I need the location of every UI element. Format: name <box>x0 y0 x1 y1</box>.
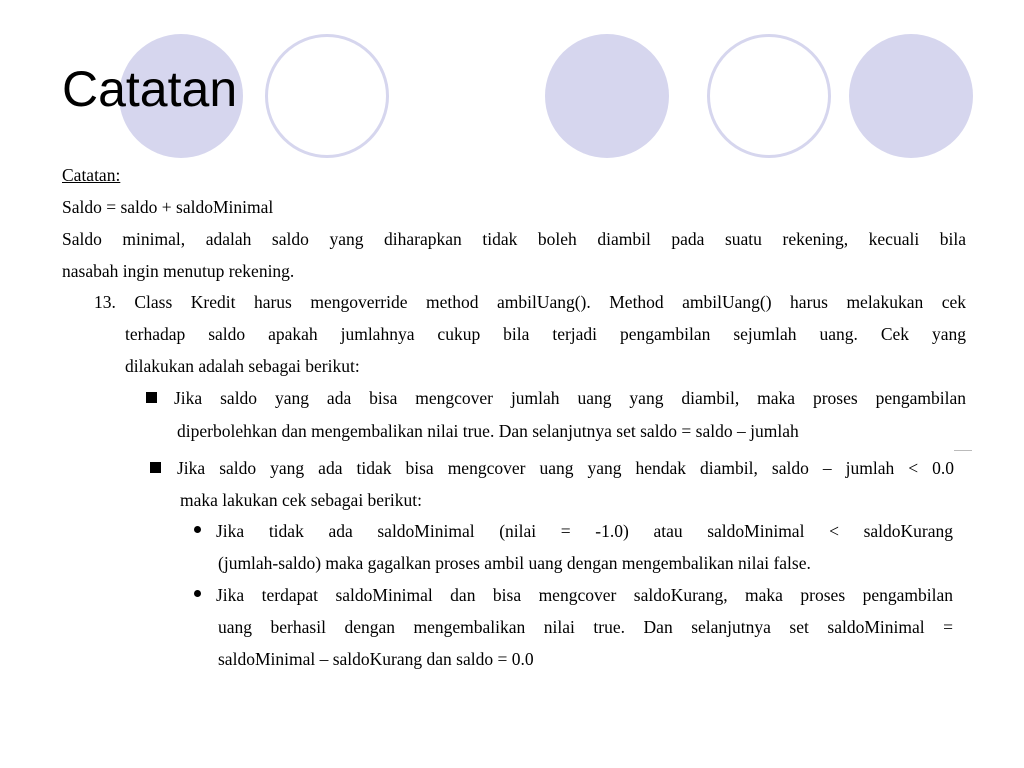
bullet-2-line-2: maka lakukan cek sebagai berikut: <box>180 490 422 510</box>
item-13-line-3: dilakukan adalah sebagai berikut: <box>125 356 360 376</box>
round-bullet-icon <box>194 526 201 533</box>
square-bullet-icon <box>146 392 157 403</box>
bullet-1-line-1: Jika saldo yang ada bisa mengcover jumlah uang yang diambil, maka proses pengambilan <box>174 388 966 408</box>
sub-bullet-2-line-2: uang berhasil dengan mengembalikan nilai true. Dan selanjutnya set saldoMinimal = <box>218 617 953 637</box>
sub-bullet-2-line-3: saldoMinimal – saldoKurang dan saldo = 0.0 <box>218 649 534 669</box>
round-bullet-icon <box>194 590 201 597</box>
item-13-line-1: 13. Class Kredit harus mengoverride method ambilUang(). Method ambilUang() harus melakukan cek <box>94 292 966 312</box>
bullet-1-line-2: diperbolehkan dan mengembalikan nilai true. Dan selanjutnya set saldo = saldo – jumlah <box>177 421 799 441</box>
sub-bullet-2-line-1: Jika terdapat saldoMinimal dan bisa mengcover saldoKurang, maka proses pengambilan <box>216 585 953 605</box>
bullet-2-line-1: Jika saldo yang ada tidak bisa mengcover uang yang hendak diambil, saldo – jumlah < 0.0 <box>177 458 954 478</box>
item-13-line-2: terhadap saldo apakah jumlahnya cukup bila terjadi pengambilan sejumlah uang. Cek yang <box>125 324 966 344</box>
sub-bullet-1-line-2: (jumlah-saldo) maka gagalkan proses ambil uang dengan mengembalikan nilai false. <box>218 553 811 573</box>
square-bullet-icon <box>150 462 161 473</box>
saldo-formula: Saldo = saldo + saldoMinimal <box>62 197 274 217</box>
slide-title: Catatan <box>62 61 238 117</box>
definition-line-1: Saldo minimal, adalah saldo yang diharapkan tidak boleh diambil pada suatu rekening, kecuali bila <box>62 229 966 249</box>
edge-mark <box>954 450 972 451</box>
sub-bullet-1-line-1: Jika tidak ada saldoMinimal (nilai = -1.0) atau saldoMinimal < saldoKurang <box>216 521 953 541</box>
note-heading: Catatan: <box>62 165 121 185</box>
definition-line-2: nasabah ingin menutup rekening. <box>62 261 295 281</box>
